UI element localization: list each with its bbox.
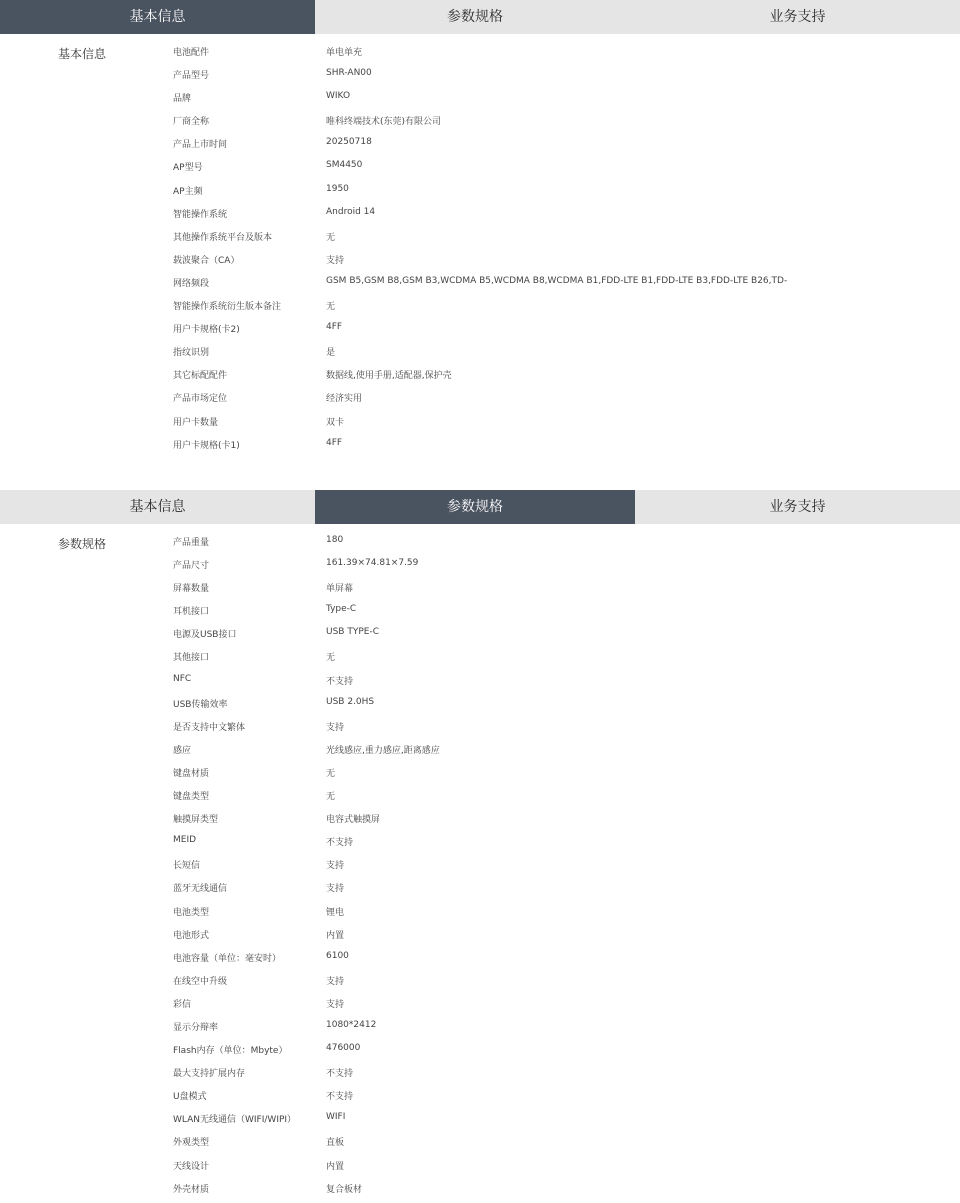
spec-value: 无 xyxy=(326,302,336,313)
spec-label: 产品尺寸 xyxy=(173,561,210,572)
spec-value: 1080*2412 xyxy=(326,1019,377,1030)
spec-list xyxy=(0,42,960,458)
spec-label: 网络频段 xyxy=(173,278,210,289)
spec-row xyxy=(0,786,960,809)
spec-value: 161.39×74.81×7.59 xyxy=(326,558,419,569)
spec-row xyxy=(0,1086,960,1109)
spec-row xyxy=(0,994,960,1017)
spec-row xyxy=(0,1063,960,1086)
spec-label: 产品重量 xyxy=(173,538,210,548)
spec-value: 数据线,使用手册,适配器,保护壳 xyxy=(326,371,452,382)
spec-row xyxy=(0,181,960,204)
spec-value: GSM B5,GSM B8,GSM B3,WCDMA B5,WCDMA B8,WCDMA B1,FDD-LTE B1,FDD-LTE B3,FDD-LTE B26,TD- xyxy=(326,275,788,286)
spec-label: 电源及USB接口 xyxy=(173,630,237,641)
spec-row xyxy=(0,296,960,319)
spec-value: 180 xyxy=(326,535,344,545)
spec-list xyxy=(0,532,960,1202)
spec-value: 唯科终端技术(东莞)有限公司 xyxy=(326,117,442,128)
spec-label: 天线设计 xyxy=(173,1161,210,1172)
spec-label: 其它标配配件 xyxy=(173,371,228,382)
spec-value: 不支持 xyxy=(326,838,354,849)
spec-label: 在线空中升级 xyxy=(173,976,228,987)
spec-row xyxy=(0,435,960,458)
spec-value: Android 14 xyxy=(326,206,376,217)
spec-row xyxy=(0,578,960,601)
spec-row xyxy=(0,809,960,832)
spec-value: 双卡 xyxy=(326,417,345,428)
spec-value: 支持 xyxy=(326,722,345,733)
spec-label: 是否支持中文繁体 xyxy=(173,722,246,733)
spec-label: AP型号 xyxy=(173,163,203,174)
spec-row xyxy=(0,647,960,670)
spec-label: 键盘类型 xyxy=(173,792,210,803)
spec-row xyxy=(0,624,960,647)
spec-value: 锂电 xyxy=(326,907,345,918)
spec-label: 智能操作系统 xyxy=(173,209,228,220)
spec-row xyxy=(0,601,960,624)
spec-row xyxy=(0,250,960,273)
spec-row xyxy=(0,1109,960,1132)
spec-label: 键盘材质 xyxy=(173,768,210,779)
spec-value: USB TYPE-C xyxy=(326,627,379,638)
spec-label: 耳机接口 xyxy=(173,607,210,618)
tab-specs[interactable]: 参数规格 xyxy=(315,0,635,34)
spec-label: 用户卡数量 xyxy=(173,417,219,428)
spec-row xyxy=(0,717,960,740)
spec-value: SM4450 xyxy=(326,160,363,171)
spec-row xyxy=(0,763,960,786)
tab-service-support[interactable]: 业务支持 xyxy=(635,490,960,524)
basic-info-section xyxy=(0,34,960,490)
panel-basic-info xyxy=(0,0,960,490)
spec-label: 长短信 xyxy=(173,861,201,872)
spec-value: 支持 xyxy=(326,884,345,895)
spec-label: 用户卡规格(卡2) xyxy=(173,325,240,336)
spec-value: 内置 xyxy=(326,1161,345,1172)
spec-row xyxy=(0,902,960,925)
spec-label: 产品市场定位 xyxy=(173,394,228,405)
spec-row xyxy=(0,273,960,296)
spec-row xyxy=(0,1179,960,1202)
spec-value: 无 xyxy=(326,232,336,243)
tab-service-support[interactable]: 业务支持 xyxy=(635,0,960,34)
spec-value: 20250718 xyxy=(326,137,372,148)
spec-label: WLAN无线通信（WIFI/WIPI） xyxy=(173,1115,297,1126)
spec-value: 476000 xyxy=(326,1043,361,1054)
spec-value: 内置 xyxy=(326,930,345,941)
spec-row xyxy=(0,1017,960,1040)
spec-label: 电池形式 xyxy=(173,930,210,941)
spec-label: 载波聚合（CA） xyxy=(173,255,240,266)
spec-value: 不支持 xyxy=(326,1092,354,1103)
spec-row xyxy=(0,1040,960,1063)
spec-row xyxy=(0,878,960,901)
spec-label: USB传输效率 xyxy=(173,699,228,710)
spec-row xyxy=(0,740,960,763)
spec-label: 触摸屏类型 xyxy=(173,815,219,826)
spec-label: Flash内存（单位：Mbyte） xyxy=(173,1046,288,1057)
spec-row xyxy=(0,157,960,180)
spec-value: SHR-AN00 xyxy=(326,68,372,79)
spec-value: 支持 xyxy=(326,999,345,1010)
spec-label: 指纹识别 xyxy=(173,348,210,359)
panel-specs xyxy=(0,490,960,1199)
section-title: 参数规格 xyxy=(58,537,107,551)
spec-row xyxy=(0,204,960,227)
spec-value: 6100 xyxy=(326,950,349,961)
spec-label: 电池配件 xyxy=(173,48,210,58)
spec-row xyxy=(0,42,960,65)
spec-value: USB 2.0HS xyxy=(326,696,375,707)
spec-row xyxy=(0,227,960,250)
spec-label: 感应 xyxy=(173,745,192,756)
spec-value: Type-C xyxy=(326,604,357,615)
spec-label: 最大支持扩展内存 xyxy=(173,1069,246,1080)
tab-bar xyxy=(0,0,960,34)
spec-label: NFC xyxy=(173,673,192,684)
spec-row xyxy=(0,671,960,694)
spec-label: 彩信 xyxy=(173,999,192,1010)
spec-label: 智能操作系统衍生版本备注 xyxy=(173,302,282,313)
spec-value: 不支持 xyxy=(326,1069,354,1080)
spec-value: 无 xyxy=(326,792,336,803)
spec-row xyxy=(0,925,960,948)
specs-section xyxy=(0,524,960,1199)
spec-row xyxy=(0,971,960,994)
spec-value: 支持 xyxy=(326,861,345,872)
spec-value: 4FF xyxy=(326,437,343,448)
section-title: 基本信息 xyxy=(58,47,107,61)
spec-value: 支持 xyxy=(326,976,345,987)
spec-row xyxy=(0,1156,960,1179)
spec-label: 外观类型 xyxy=(173,1138,210,1149)
spec-label: 蓝牙无线通信 xyxy=(173,884,228,895)
spec-row xyxy=(0,65,960,88)
spec-label: 品牌 xyxy=(173,94,192,105)
tab-bar xyxy=(0,490,960,524)
spec-value: 光线感应,重力感应,距离感应 xyxy=(326,745,440,756)
spec-label: 其他接口 xyxy=(173,653,210,664)
spec-label: 用户卡规格(卡1) xyxy=(173,440,240,451)
spec-label: MEID xyxy=(173,835,197,846)
spec-label: 外壳材质 xyxy=(173,1184,210,1195)
spec-row xyxy=(0,694,960,717)
spec-label: 电池类型 xyxy=(173,907,210,918)
spec-row xyxy=(0,388,960,411)
tab-specs[interactable]: 参数规格 xyxy=(315,490,635,524)
spec-row xyxy=(0,319,960,342)
spec-label: 产品型号 xyxy=(173,71,210,82)
spec-row xyxy=(0,134,960,157)
spec-label: 显示分辩率 xyxy=(173,1022,219,1033)
spec-value: 4FF xyxy=(326,322,343,333)
spec-label: 其他操作系统平台及版本 xyxy=(173,232,273,243)
spec-value: 复合板材 xyxy=(326,1184,363,1195)
spec-row xyxy=(0,1132,960,1155)
spec-value: 是 xyxy=(326,348,336,359)
spec-value: 直板 xyxy=(326,1138,345,1149)
spec-value: 电容式触摸屏 xyxy=(326,815,381,826)
spec-value: 单屏幕 xyxy=(326,584,354,595)
spec-row xyxy=(0,412,960,435)
spec-row xyxy=(0,948,960,971)
spec-label: 厂商全称 xyxy=(173,117,210,128)
spec-label: AP主频 xyxy=(173,186,203,197)
spec-row xyxy=(0,555,960,578)
spec-value: 无 xyxy=(326,653,336,664)
spec-value: 支持 xyxy=(326,255,345,266)
spec-value: WIFI xyxy=(326,1112,346,1123)
spec-row xyxy=(0,342,960,365)
spec-row xyxy=(0,532,960,555)
spec-value: WIKO xyxy=(326,91,351,102)
spec-row xyxy=(0,88,960,111)
spec-value: 单电单充 xyxy=(326,48,363,58)
tab-basic-info[interactable]: 基本信息 xyxy=(0,0,315,34)
spec-value: 1950 xyxy=(326,183,349,194)
spec-label: 产品上市时间 xyxy=(173,140,228,151)
spec-value: 无 xyxy=(326,768,336,779)
spec-label: 屏幕数量 xyxy=(173,584,210,595)
spec-row xyxy=(0,832,960,855)
tab-basic-info[interactable]: 基本信息 xyxy=(0,490,315,524)
spec-row xyxy=(0,855,960,878)
spec-value: 不支持 xyxy=(326,676,354,687)
spec-label: U盘模式 xyxy=(173,1092,207,1103)
spec-row xyxy=(0,365,960,388)
spec-row xyxy=(0,111,960,134)
spec-label: 电池容量（单位：毫安时） xyxy=(173,953,282,964)
spec-value: 经济实用 xyxy=(326,394,363,405)
